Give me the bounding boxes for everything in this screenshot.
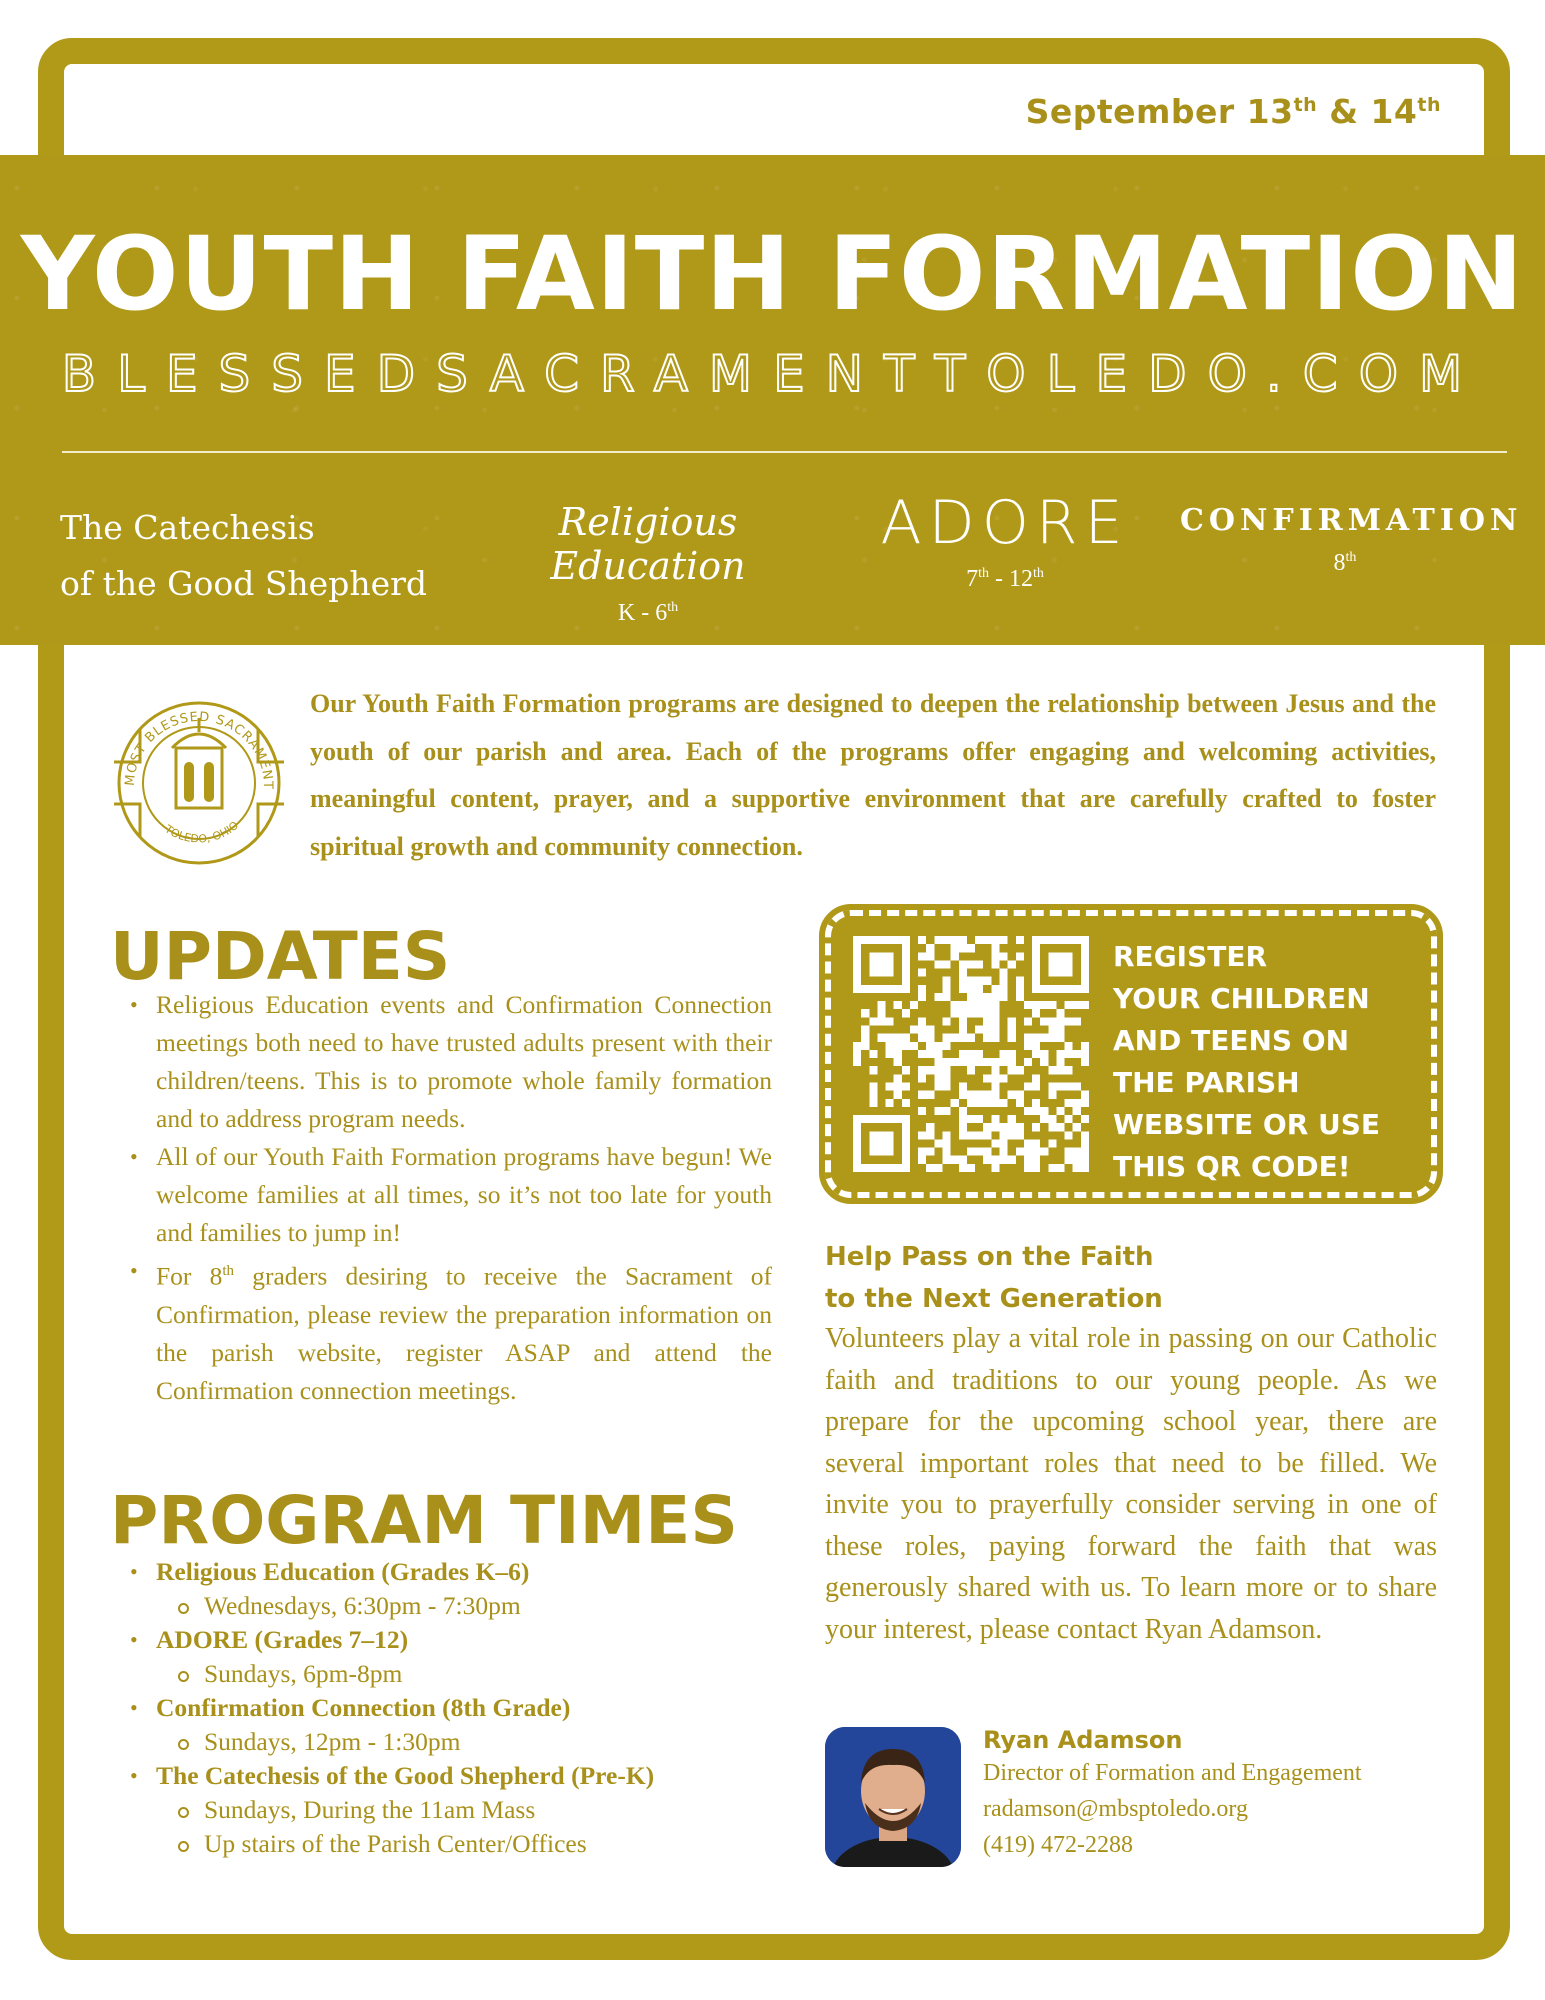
website-url[interactable]: BLESSEDSACRAMENTTOLEDO.COM [61,345,1484,403]
program-cgs [60,500,460,612]
list-item: • Religious Education events and Confirmation Connection meetings both need to have trusted adults present with their children/teens. This is to promote whole family formation and to address program needs. [130,986,772,1138]
program-name: • Religious Education (Grades K–6) [156,1557,530,1586]
register-callout [825,910,1437,1198]
program-re-name: Religious Education [550,500,746,588]
program-conf-grade: 8th [1333,550,1357,576]
program-name: • The Catechesis of the Good Shepherd (Pre-K) [156,1761,655,1790]
program-detail: Sundays, 6pm-8pm [156,1657,780,1691]
svg-text:TOLEDO, OHIO: TOLEDO, OHIO [162,818,242,846]
program-detail: Up stairs of the Parish Center/Offices [156,1827,780,1861]
date-line: September 13th & 14th [1025,92,1441,131]
updates-list [130,986,772,1410]
list-item [130,1555,780,1623]
contact-photo [825,1727,961,1867]
list-item: • For 8th graders desiring to receive the Sacrament of Confirmation, please review the preparation information on the parish website, register ASAP and attend the Confirmation connection meetings. [130,1252,772,1410]
program-detail: Sundays, During the 11am Mass [156,1793,780,1827]
contact-phone[interactable]: (419) 472-2288 [983,1832,1133,1858]
register-text: REGISTER YOUR CHILDREN AND TEENS ON THE PARISH WEBSITE OR USE THIS QR CODE! [1113,940,1381,1183]
program-confirmation [1180,503,1523,577]
list-item [130,1759,780,1861]
program-detail: Wednesdays, 6:30pm - 7:30pm [156,1589,780,1623]
contact-title: Director of Formation and Engagement [983,1760,1362,1786]
list-item [130,1623,780,1691]
list-item: • All of our Youth Faith Formation programs have begun! We welcome families at all times, so it’s not too late for youth and families to jump in! [130,1138,772,1252]
list-item [130,1691,780,1759]
page-title: YOUTH FAITH FORMATION [20,215,1525,334]
program-religious-education [478,500,818,627]
program-detail: Sundays, 12pm - 1:30pm [156,1725,780,1759]
svg-text:MOST BLESSED SACRAMENT: MOST BLESSED SACRAMENT [122,709,276,791]
program-adore-name: ADORE [880,488,1130,558]
banner-divider [62,451,1507,453]
program-cgs-line2: of the Good Shepherd [60,564,428,603]
volunteer-heading: Help Pass on the Faith to the Next Generation [825,1242,1163,1314]
program-re-grade: K - 6th [617,600,679,626]
program-name: • Confirmation Connection (8th Grade) [156,1693,571,1722]
program-adore [865,488,1145,593]
contact-name: Ryan Adamson [983,1726,1183,1754]
volunteer-paragraph: Volunteers play a vital role in passing on our Catholic faith and traditions to our young people. As we prepare for the upcoming school year, there are several important roles that need to be filled. We invite you to prayerfully consider serving in one of these roles, paying forward the faith that was generously shared with us. To learn more or to share your interest, please contact Ryan Adamson. [825,1323,1437,1645]
program-times-list [130,1555,780,1861]
program-conf-name: CONFIRMATION [1180,503,1523,538]
qr-code-icon[interactable] [853,936,1089,1172]
program-cgs-line1: The Catechesis [60,508,315,547]
parish-seal-logo [106,690,292,876]
program-name: • ADORE (Grades 7–12) [156,1625,409,1654]
program-times-heading: PROGRAM TIMES [110,1482,738,1559]
program-adore-grade: 7th - 12th [966,566,1044,592]
intro-paragraph: Our Youth Faith Formation programs are designed to deepen the relationship between Jesus and the youth of our parish and area. Each of the programs offer engaging and welcoming activities, meaningful content, prayer, and a supportive environment that are carefully crafted to foster spiritual growth and community connection. [310,689,1436,861]
title-banner [0,155,1545,645]
updates-heading: UPDATES [110,918,451,995]
contact-email[interactable]: radamson@mbsptoledo.org [983,1796,1248,1822]
